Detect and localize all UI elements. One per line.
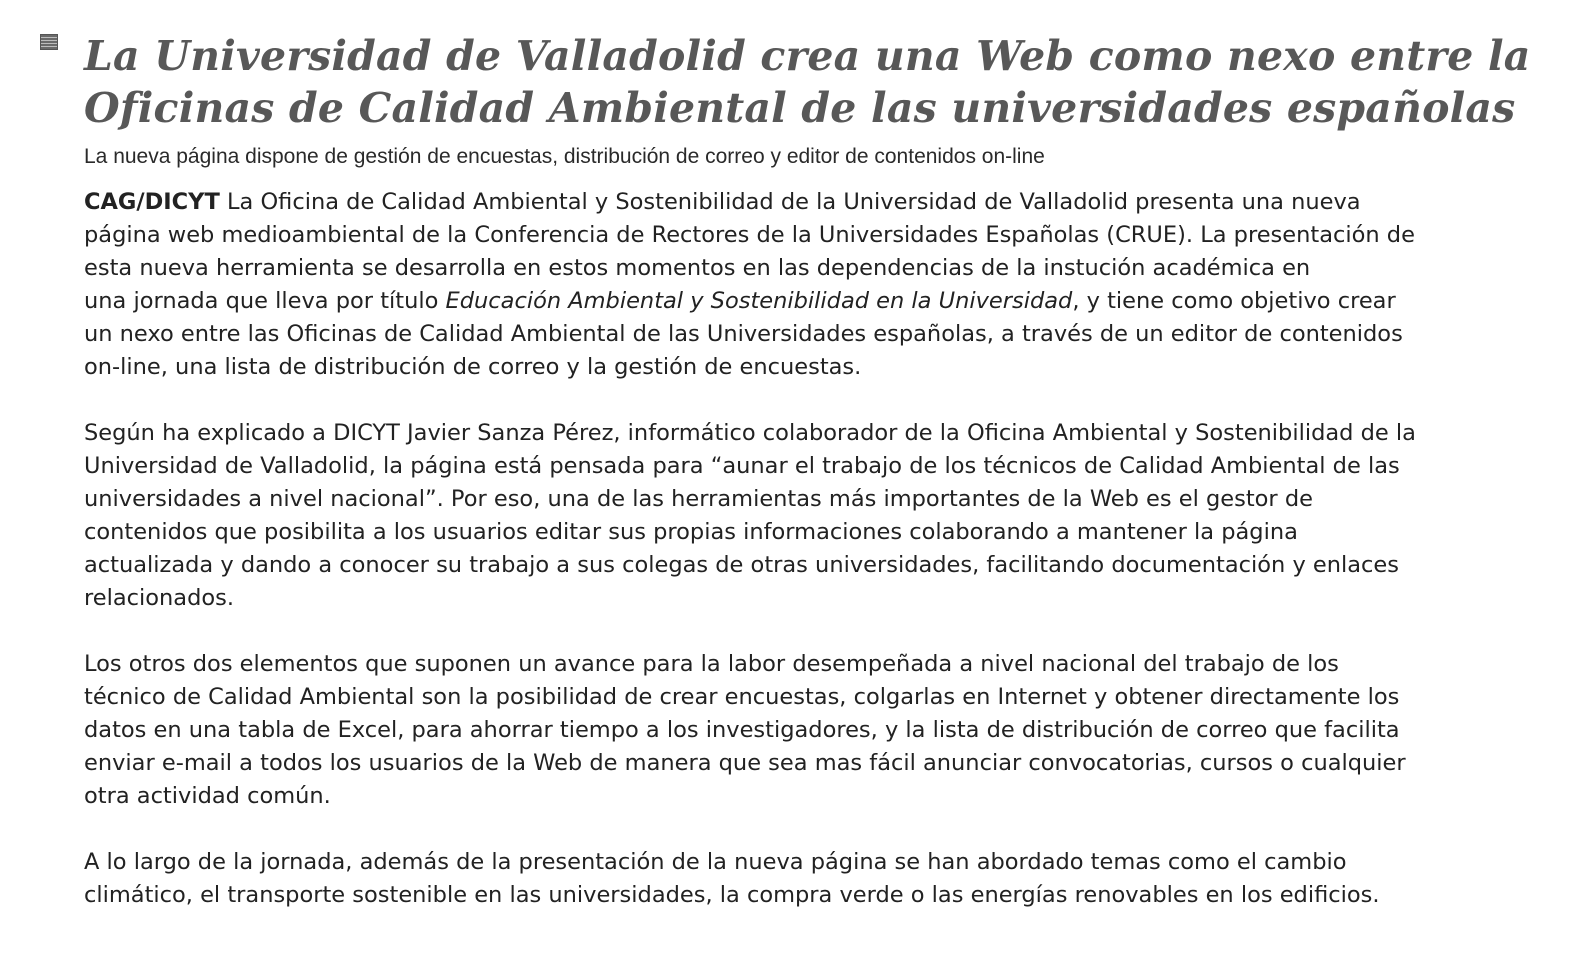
text-run: , y tiene como objetivo crear bbox=[1072, 288, 1396, 314]
headline-line: Oficinas de Calidad Ambiental de las universidades españolas bbox=[84, 84, 1516, 132]
text-line: Universidad de Valladolid, la página está pensada para “aunar el trabajo de los técnicos de Calidad Ambiental de las bbox=[84, 453, 1400, 479]
text-line: enviar e-mail a todos los usuarios de la Web de manera que sea mas fácil anunciar convocatorias, cursos o cualquier bbox=[84, 750, 1406, 776]
text-line: climático, el transporte sostenible en las universidades, la compra verde o las energías renovables en los edificios. bbox=[84, 882, 1380, 908]
text-line: actualizada y dando a conocer su trabajo a sus colegas de otras universidades, facilitando documentación y enlaces bbox=[84, 552, 1399, 578]
text-line: A lo largo de la jornada, además de la presentación de la nueva página se han abordado temas como el cambio bbox=[84, 849, 1347, 875]
text-line: otra actividad común. bbox=[84, 783, 331, 809]
text-line: contenidos que posibilita a los usuarios editar sus propias informaciones colaborando a mantener la página bbox=[84, 519, 1298, 545]
text-line: técnico de Calidad Ambiental son la posibilidad de crear encuestas, colgarlas en Internet y obtener directamente los bbox=[84, 684, 1400, 710]
paragraph-2 bbox=[84, 417, 1554, 615]
text-run: una jornada que lleva por título bbox=[84, 288, 446, 314]
text-line: on-line, una lista de distribución de correo y la gestión de encuestas. bbox=[84, 354, 862, 380]
paragraph-3 bbox=[84, 648, 1554, 813]
paragraph-4 bbox=[84, 846, 1554, 912]
article-body bbox=[84, 186, 1554, 945]
text-line: un nexo entre las Oficinas de Calidad Ambiental de las Universidades españolas, a través de un editor de contenidos bbox=[84, 321, 1403, 347]
text-line: Según ha explicado a DICYT Javier Sanza Pérez, informático colaborador de la Oficina Ambiental y Sostenibilidad de la bbox=[84, 420, 1416, 446]
agency-byline: CAG/DICYT bbox=[84, 189, 220, 215]
text-line: esta nueva herramienta se desarrolla en estos momentos en las dependencias de la instución académica en bbox=[84, 255, 1311, 281]
headline-line: La Universidad de Valladolid crea una Web como nexo entre la bbox=[84, 32, 1531, 80]
headline bbox=[84, 30, 1564, 134]
text-line: universidades a nivel nacional”. Por eso, una de las herramientas más importantes de la Web es el gestor de bbox=[84, 486, 1313, 512]
text-line: datos en una tabla de Excel, para ahorrar tiempo a los investigadores, y la lista de distribución de correo que facilita bbox=[84, 717, 1400, 743]
paragraph-1 bbox=[84, 186, 1554, 384]
text-run: La Oficina de Calidad Ambiental y Sostenibilidad de la Universidad de Valladolid presenta una nueva bbox=[219, 189, 1361, 215]
subtitle: La nueva página dispone de gestión de encuestas, distribución de correo y editor de contenidos on-line bbox=[84, 145, 1045, 168]
text-line: relacionados. bbox=[84, 585, 234, 611]
text-line: página web medioambiental de la Conferencia de Rectores de la Universidades Españolas (CRUE). La presentación de bbox=[84, 222, 1415, 248]
text-line: Los otros dos elementos que suponen un avance para la labor desempeñada a nivel nacional del trabajo de los bbox=[84, 651, 1339, 677]
bullet-square-icon bbox=[40, 34, 58, 50]
text-line bbox=[84, 186, 1554, 219]
event-title: Educación Ambiental y Sostenibilidad en la Universidad bbox=[445, 288, 1073, 314]
text-line bbox=[84, 285, 1554, 318]
